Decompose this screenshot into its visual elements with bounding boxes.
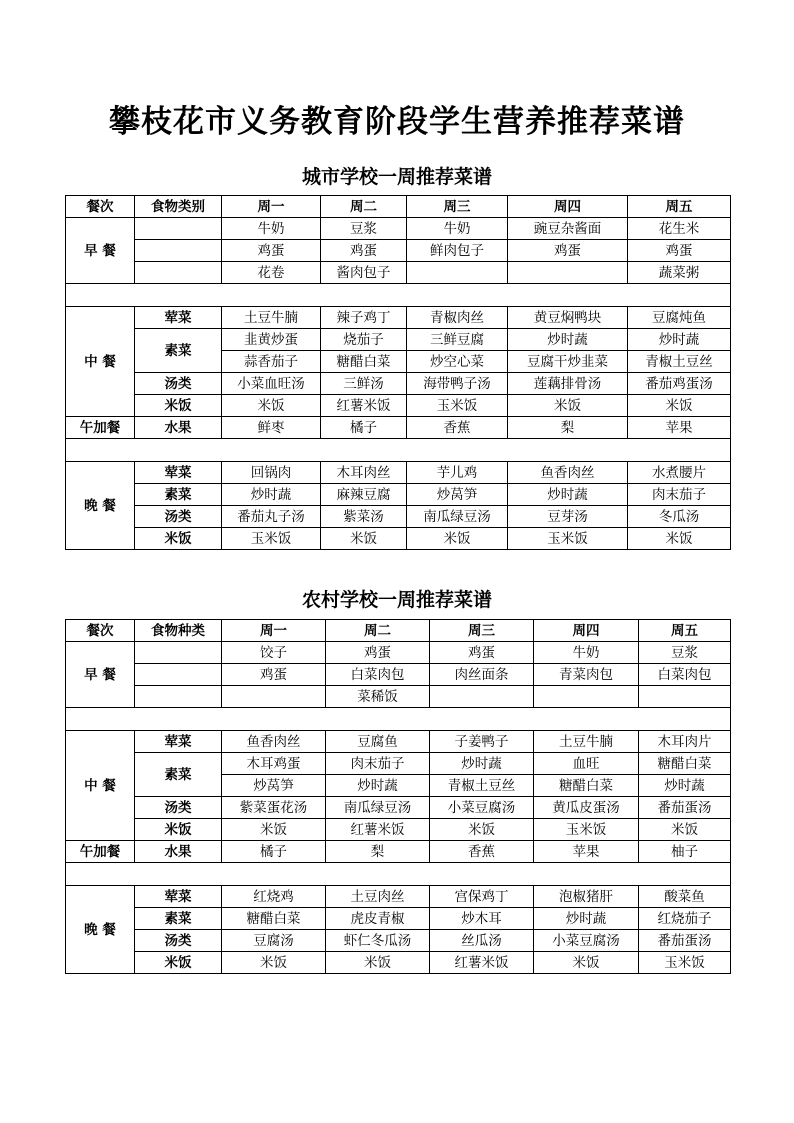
category-veg: 素菜	[135, 484, 222, 506]
category-cell	[135, 262, 222, 284]
dinner-row	[66, 908, 731, 930]
dish-cell: 炒时蔬	[326, 775, 430, 797]
column-header: 餐次	[66, 196, 135, 218]
dish-cell: 三鲜汤	[321, 373, 407, 395]
dish-cell: 炒时蔬	[508, 329, 628, 351]
dish-cell: 红薯米饭	[321, 395, 407, 417]
dish-cell: 梨	[326, 841, 430, 863]
dinner-row	[66, 886, 731, 908]
dish-cell: 苹果	[628, 417, 731, 439]
dish-cell: 水煮腰片	[628, 462, 731, 484]
dish-cell: 紫菜蛋花汤	[222, 797, 326, 819]
dish-cell: 冬瓜汤	[628, 506, 731, 528]
category-meat: 荤菜	[135, 731, 222, 753]
dish-cell: 香蕉	[430, 841, 534, 863]
dish-cell: 炒莴笋	[222, 775, 326, 797]
dish-cell: 牛奶	[407, 218, 508, 240]
column-header: 食物类别	[135, 196, 222, 218]
dish-cell: 丝瓜汤	[430, 930, 534, 952]
dish-cell: 米饭	[222, 395, 321, 417]
dish-cell: 鱼香肉丝	[222, 731, 326, 753]
spacer-cell	[66, 284, 731, 307]
dish-cell: 豌豆杂酱面	[508, 218, 628, 240]
dish-cell: 麻辣豆腐	[321, 484, 407, 506]
dish-cell: 酱肉包子	[321, 262, 407, 284]
category-cell	[135, 240, 222, 262]
lunch-row	[66, 731, 731, 753]
category-cell	[135, 686, 222, 708]
dish-cell: 菜稀饭	[326, 686, 430, 708]
dinner-row	[66, 462, 731, 484]
dish-cell: 红烧茄子	[639, 908, 731, 930]
dish-cell	[430, 686, 534, 708]
dish-cell: 糖醋白菜	[639, 753, 731, 775]
column-header: 周三	[407, 196, 508, 218]
meal-label-breakfast: 早 餐	[66, 642, 135, 708]
dish-cell: 红薯米饭	[430, 952, 534, 974]
dish-cell: 肉丝面条	[430, 664, 534, 686]
dish-cell: 炒时蔬	[639, 775, 731, 797]
city-menu-title: 城市学校一周推荐菜谱	[301, 166, 492, 188]
dinner-row	[66, 952, 731, 974]
category-veg: 素菜	[135, 753, 222, 797]
spacer-cell	[66, 863, 731, 886]
dish-cell: 南瓜绿豆汤	[407, 506, 508, 528]
dish-cell: 饺子	[222, 642, 326, 664]
dish-cell: 豆浆	[639, 642, 731, 664]
dish-cell: 土豆牛腩	[534, 731, 639, 753]
column-header: 食物种类	[135, 620, 222, 642]
dish-cell: 芋儿鸡	[407, 462, 508, 484]
dish-cell: 鸡蛋	[222, 240, 321, 262]
dish-cell: 鲜枣	[222, 417, 321, 439]
dish-cell: 鸡蛋	[628, 240, 731, 262]
dish-cell: 南瓜绿豆汤	[326, 797, 430, 819]
category-meat: 荤菜	[135, 462, 222, 484]
meal-label-dinner: 晚 餐	[66, 462, 135, 550]
category-rice: 米饭	[135, 528, 222, 550]
dish-cell: 炒时蔬	[534, 908, 639, 930]
dish-cell: 糖醋白菜	[321, 351, 407, 373]
dish-cell: 辣子鸡丁	[321, 307, 407, 329]
dish-cell: 酸菜鱼	[639, 886, 731, 908]
dish-cell: 糖醋白菜	[534, 775, 639, 797]
category-rice: 米饭	[135, 819, 222, 841]
breakfast-row	[66, 240, 731, 262]
category-cell	[135, 218, 222, 240]
breakfast-row	[66, 262, 731, 284]
dish-cell	[222, 686, 326, 708]
category-soup: 汤类	[135, 506, 222, 528]
header-row	[66, 620, 731, 642]
dish-cell: 红烧鸡	[222, 886, 326, 908]
dish-cell: 炒空心菜	[407, 351, 508, 373]
breakfast-row	[66, 664, 731, 686]
dish-cell: 虎皮青椒	[326, 908, 430, 930]
dish-cell: 莲藕排骨汤	[508, 373, 628, 395]
dish-cell: 红薯米饭	[326, 819, 430, 841]
category-meat: 荤菜	[135, 886, 222, 908]
dish-cell: 牛奶	[534, 642, 639, 664]
snack-row	[66, 417, 731, 439]
dish-cell: 肉末茄子	[326, 753, 430, 775]
dish-cell: 炒时蔬	[430, 753, 534, 775]
dish-cell: 黄瓜皮蛋汤	[534, 797, 639, 819]
dish-cell: 豆芽汤	[508, 506, 628, 528]
dish-cell: 青菜肉包	[534, 664, 639, 686]
dish-cell: 木耳鸡蛋	[222, 753, 326, 775]
column-header: 周三	[430, 620, 534, 642]
dish-cell: 番茄鸡蛋汤	[628, 373, 731, 395]
dish-cell: 米饭	[321, 528, 407, 550]
dish-cell	[407, 262, 508, 284]
dish-cell: 米饭	[628, 528, 731, 550]
spacer-cell	[66, 708, 731, 731]
dish-cell: 米饭	[222, 952, 326, 974]
dish-cell: 橘子	[222, 841, 326, 863]
column-header: 周二	[321, 196, 407, 218]
rural-menu-title: 农村学校一周推荐菜谱	[301, 589, 492, 611]
dish-cell: 土豆牛腩	[222, 307, 321, 329]
dish-cell: 橘子	[321, 417, 407, 439]
column-header: 周一	[222, 196, 321, 218]
dish-cell: 小菜豆腐汤	[430, 797, 534, 819]
dish-cell	[534, 686, 639, 708]
dish-cell: 豆腐汤	[222, 930, 326, 952]
dish-cell: 梨	[508, 417, 628, 439]
column-header: 周一	[222, 620, 326, 642]
meal-label-lunch: 中 餐	[66, 307, 135, 417]
category-rice: 米饭	[135, 952, 222, 974]
dish-cell: 玉米饭	[639, 952, 731, 974]
dish-cell: 豆腐炖鱼	[628, 307, 731, 329]
dish-cell: 蔬菜粥	[628, 262, 731, 284]
lunch-row	[66, 373, 731, 395]
dish-cell: 子姜鸭子	[430, 731, 534, 753]
column-header: 周五	[628, 196, 731, 218]
lunch-row	[66, 797, 731, 819]
dish-cell: 鸡蛋	[430, 642, 534, 664]
meal-label-breakfast: 早 餐	[66, 218, 135, 284]
dish-cell: 花卷	[222, 262, 321, 284]
dish-cell: 木耳肉丝	[321, 462, 407, 484]
dish-cell: 鲜肉包子	[407, 240, 508, 262]
dish-cell: 小菜豆腐汤	[534, 930, 639, 952]
column-header: 周四	[534, 620, 639, 642]
dish-cell: 花生米	[628, 218, 731, 240]
dish-cell: 玉米饭	[534, 819, 639, 841]
dish-cell: 小菜血旺汤	[222, 373, 321, 395]
meal-label-snack: 午加餐	[66, 417, 135, 439]
dish-cell: 血旺	[534, 753, 639, 775]
dinner-row	[66, 930, 731, 952]
category-cell	[135, 642, 222, 664]
breakfast-row	[66, 218, 731, 240]
lunch-row	[66, 753, 731, 775]
header-row	[66, 196, 731, 218]
dish-cell: 鸡蛋	[326, 642, 430, 664]
dish-cell: 柚子	[639, 841, 731, 863]
dish-cell: 米饭	[534, 952, 639, 974]
spacer-row	[66, 708, 731, 731]
spacer-row	[66, 863, 731, 886]
lunch-row	[66, 395, 731, 417]
column-header: 周五	[639, 620, 731, 642]
dish-cell: 番茄蛋汤	[639, 797, 731, 819]
dish-cell: 炒木耳	[430, 908, 534, 930]
dish-cell: 烧茄子	[321, 329, 407, 351]
dish-cell: 宫保鸡丁	[430, 886, 534, 908]
dish-cell: 泡椒猪肝	[534, 886, 639, 908]
column-header: 周二	[326, 620, 430, 642]
dish-cell: 苹果	[534, 841, 639, 863]
dish-cell: 木耳肉片	[639, 731, 731, 753]
dish-cell: 玉米饭	[508, 528, 628, 550]
rural-menu-table	[65, 619, 731, 974]
dish-cell: 炒时蔬	[628, 329, 731, 351]
snack-row	[66, 841, 731, 863]
spacer-row	[66, 284, 731, 307]
page-title: 攀枝花市义务教育阶段学生营养推荐菜谱	[109, 104, 685, 140]
dish-cell: 海带鸭子汤	[407, 373, 508, 395]
dish-cell: 炒时蔬	[222, 484, 321, 506]
dish-cell: 黄豆焖鸭块	[508, 307, 628, 329]
dish-cell	[508, 262, 628, 284]
category-cell	[135, 664, 222, 686]
dish-cell: 米饭	[508, 395, 628, 417]
dish-cell: 青椒土豆丝	[430, 775, 534, 797]
dish-cell: 番茄丸子汤	[222, 506, 321, 528]
dish-cell: 炒莴笋	[407, 484, 508, 506]
category-soup: 汤类	[135, 373, 222, 395]
category-veg: 素菜	[135, 329, 222, 373]
dish-cell: 鸡蛋	[222, 664, 326, 686]
dish-cell: 玉米饭	[407, 395, 508, 417]
category-soup: 汤类	[135, 930, 222, 952]
dish-cell: 白菜肉包	[639, 664, 731, 686]
dish-cell: 米饭	[639, 819, 731, 841]
category-fruit: 水果	[135, 841, 222, 863]
dish-cell: 牛奶	[222, 218, 321, 240]
dinner-row	[66, 506, 731, 528]
dish-cell: 鸡蛋	[321, 240, 407, 262]
dish-cell: 土豆肉丝	[326, 886, 430, 908]
category-meat: 荤菜	[135, 307, 222, 329]
dish-cell: 豆腐干炒韭菜	[508, 351, 628, 373]
dish-cell	[639, 686, 731, 708]
category-rice: 米饭	[135, 395, 222, 417]
lunch-row	[66, 307, 731, 329]
dish-cell: 紫菜汤	[321, 506, 407, 528]
dish-cell: 米饭	[407, 528, 508, 550]
category-soup: 汤类	[135, 797, 222, 819]
meal-label-snack: 午加餐	[66, 841, 135, 863]
dish-cell: 肉末茄子	[628, 484, 731, 506]
dish-cell: 三鲜豆腐	[407, 329, 508, 351]
dish-cell: 青椒土豆丝	[628, 351, 731, 373]
spacer-cell	[66, 439, 731, 462]
dish-cell: 米饭	[628, 395, 731, 417]
dish-cell: 糖醋白菜	[222, 908, 326, 930]
column-header: 周四	[508, 196, 628, 218]
dish-cell: 白菜肉包	[326, 664, 430, 686]
column-header: 餐次	[66, 620, 135, 642]
spacer-row	[66, 439, 731, 462]
meal-label-lunch: 中 餐	[66, 731, 135, 841]
dish-cell: 米饭	[430, 819, 534, 841]
lunch-row	[66, 819, 731, 841]
dish-cell: 蒜香茄子	[222, 351, 321, 373]
dinner-row	[66, 484, 731, 506]
city-menu-table	[65, 195, 731, 550]
dinner-row	[66, 528, 731, 550]
dish-cell: 青椒肉丝	[407, 307, 508, 329]
breakfast-row	[66, 642, 731, 664]
dish-cell: 鱼香肉丝	[508, 462, 628, 484]
category-fruit: 水果	[135, 417, 222, 439]
dish-cell: 韭黄炒蛋	[222, 329, 321, 351]
dish-cell: 豆浆	[321, 218, 407, 240]
category-veg: 素菜	[135, 908, 222, 930]
dish-cell: 炒时蔬	[508, 484, 628, 506]
dish-cell: 回锅肉	[222, 462, 321, 484]
lunch-row	[66, 329, 731, 351]
dish-cell: 玉米饭	[222, 528, 321, 550]
meal-label-dinner: 晚 餐	[66, 886, 135, 974]
breakfast-row	[66, 686, 731, 708]
dish-cell: 虾仁冬瓜汤	[326, 930, 430, 952]
dish-cell: 香蕉	[407, 417, 508, 439]
dish-cell: 豆腐鱼	[326, 731, 430, 753]
dish-cell: 米饭	[222, 819, 326, 841]
dish-cell: 番茄蛋汤	[639, 930, 731, 952]
dish-cell: 鸡蛋	[508, 240, 628, 262]
dish-cell: 米饭	[326, 952, 430, 974]
